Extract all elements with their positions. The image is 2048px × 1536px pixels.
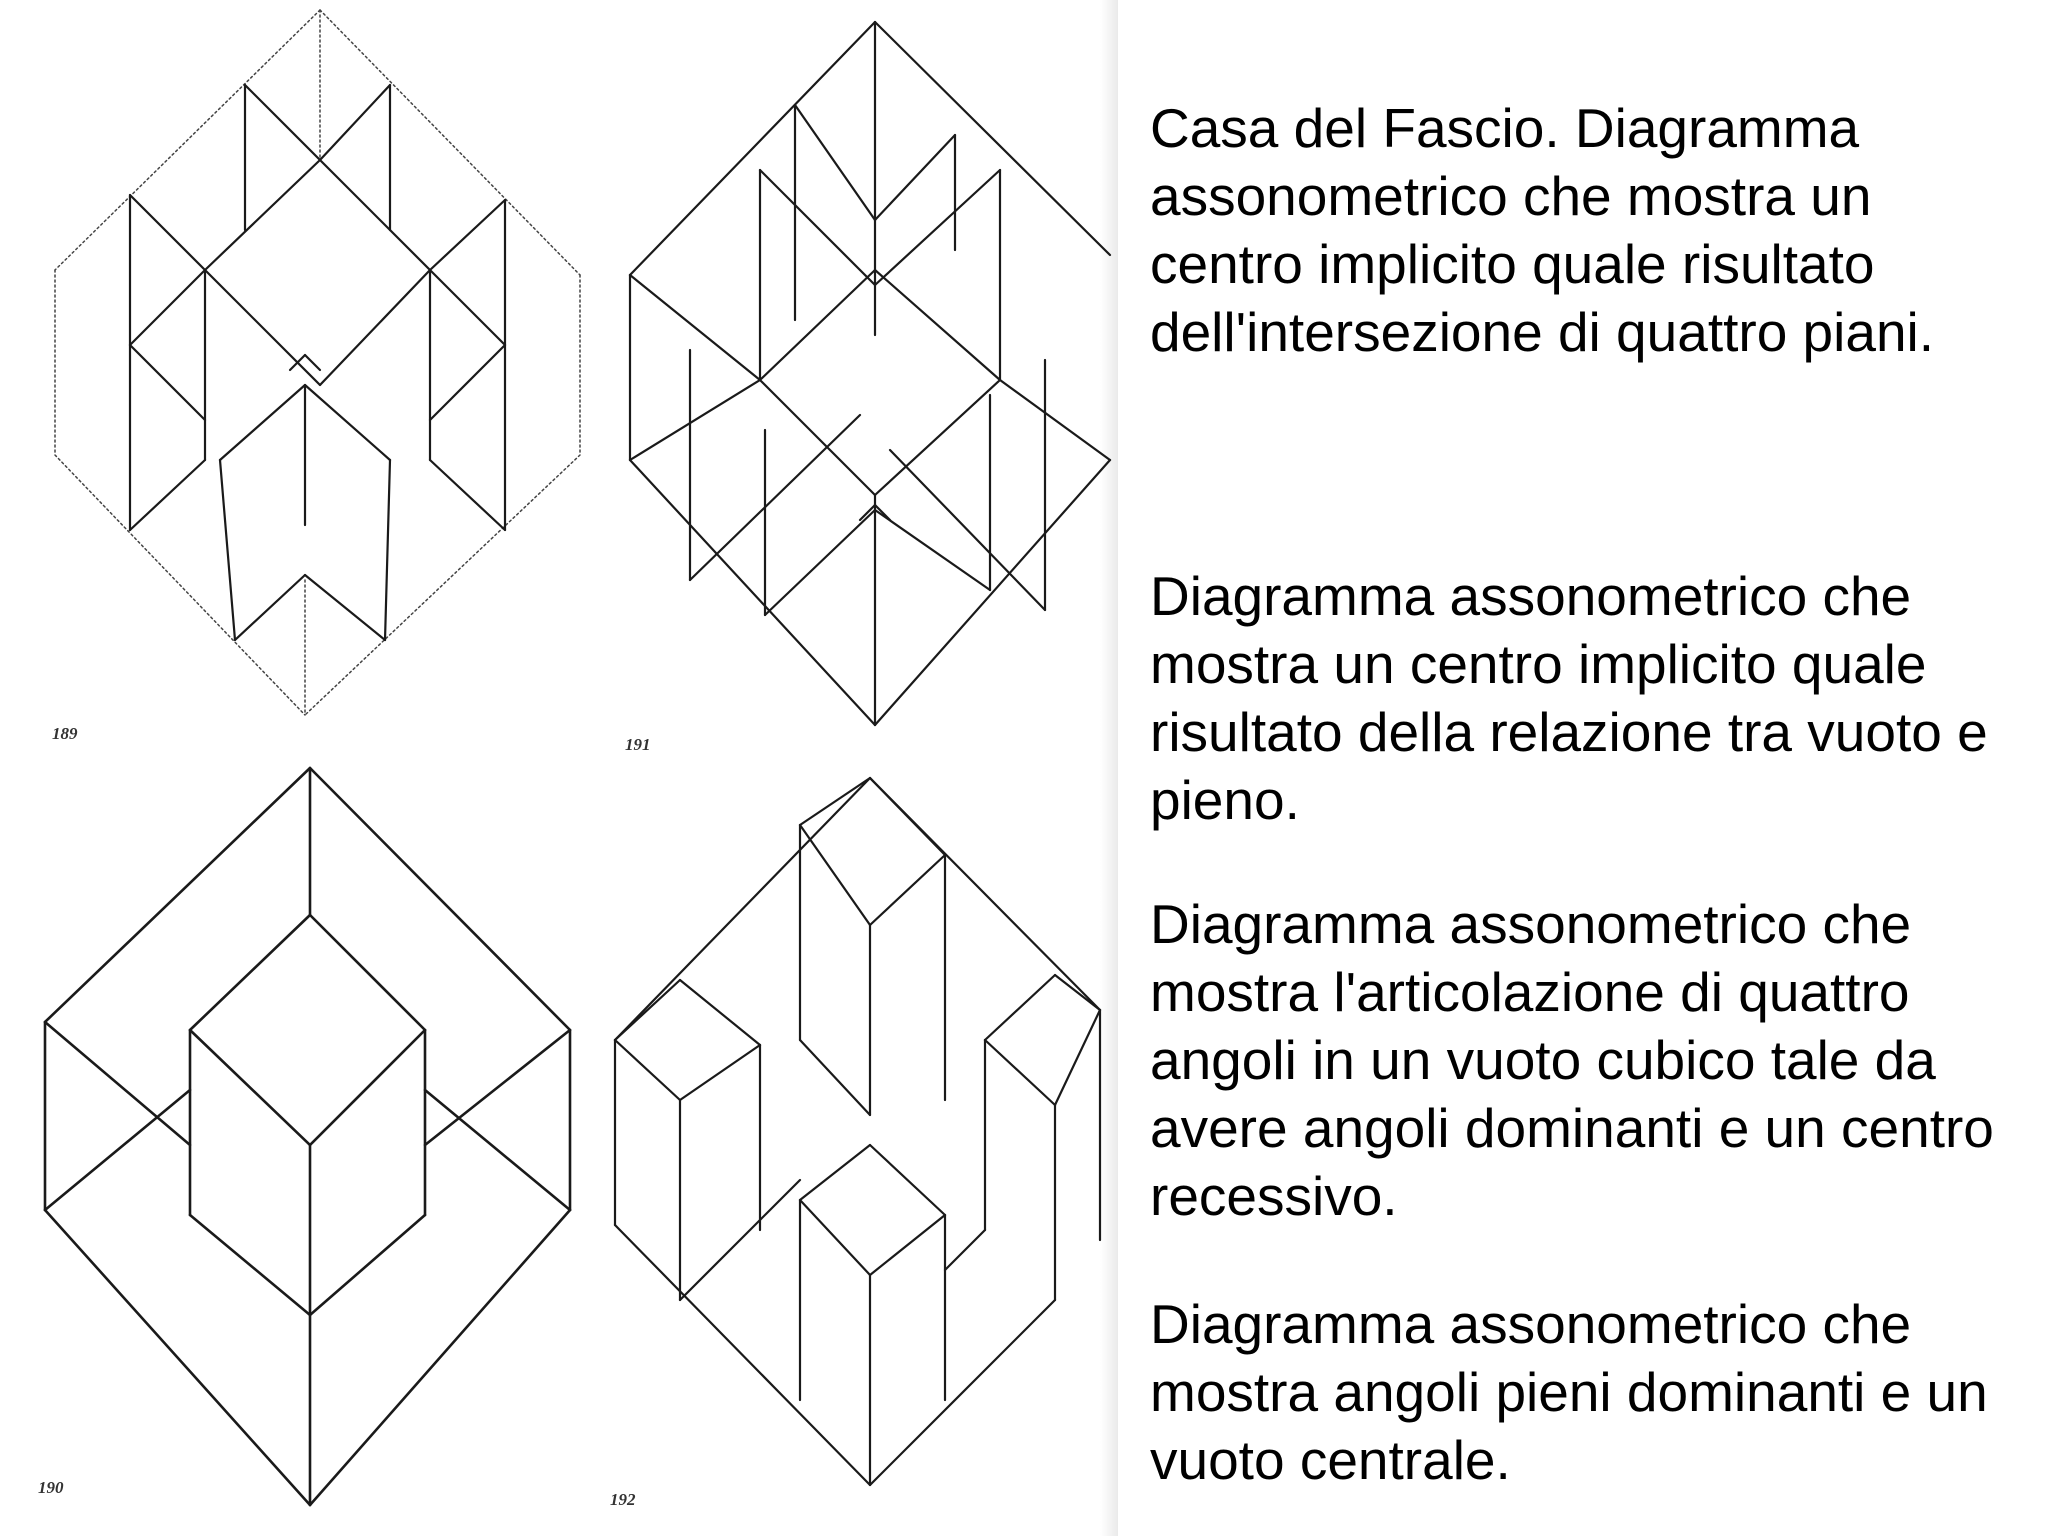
caption-figure-189: Casa del Fascio. Diagramma assonometrico che mostra un centro implicito quale risultato dell'intersezione di quattro piani.: [1150, 97, 1935, 363]
caption-figure-191: Diagramma assonometrico che mostra un centro implicito quale risultato della relazione tra vuoto e pieno.: [1150, 565, 1988, 831]
figure-189-axonometric-diagram: [40, 0, 600, 730]
figure-number-191: 191: [625, 735, 651, 754]
figure-number-192: 192: [610, 1490, 636, 1509]
figure-190-axonometric-diagram: [30, 760, 590, 1520]
figure-number-190: 190: [38, 1478, 64, 1497]
caption-figure-190: Diagramma assonometrico che mostra l'articolazione di quattro angoli in un vuoto cubico tale da avere angoli dominanti e un centro recessivo.: [1150, 893, 1994, 1227]
figure-192-axonometric-diagram: [600, 770, 1115, 1500]
caption-figure-192: Diagramma assonometrico che mostra angoli pieni dominanti e un vuoto centrale.: [1150, 1293, 1988, 1491]
figure-191-axonometric-diagram: [615, 10, 1115, 740]
figure-number-189: 189: [52, 724, 78, 743]
